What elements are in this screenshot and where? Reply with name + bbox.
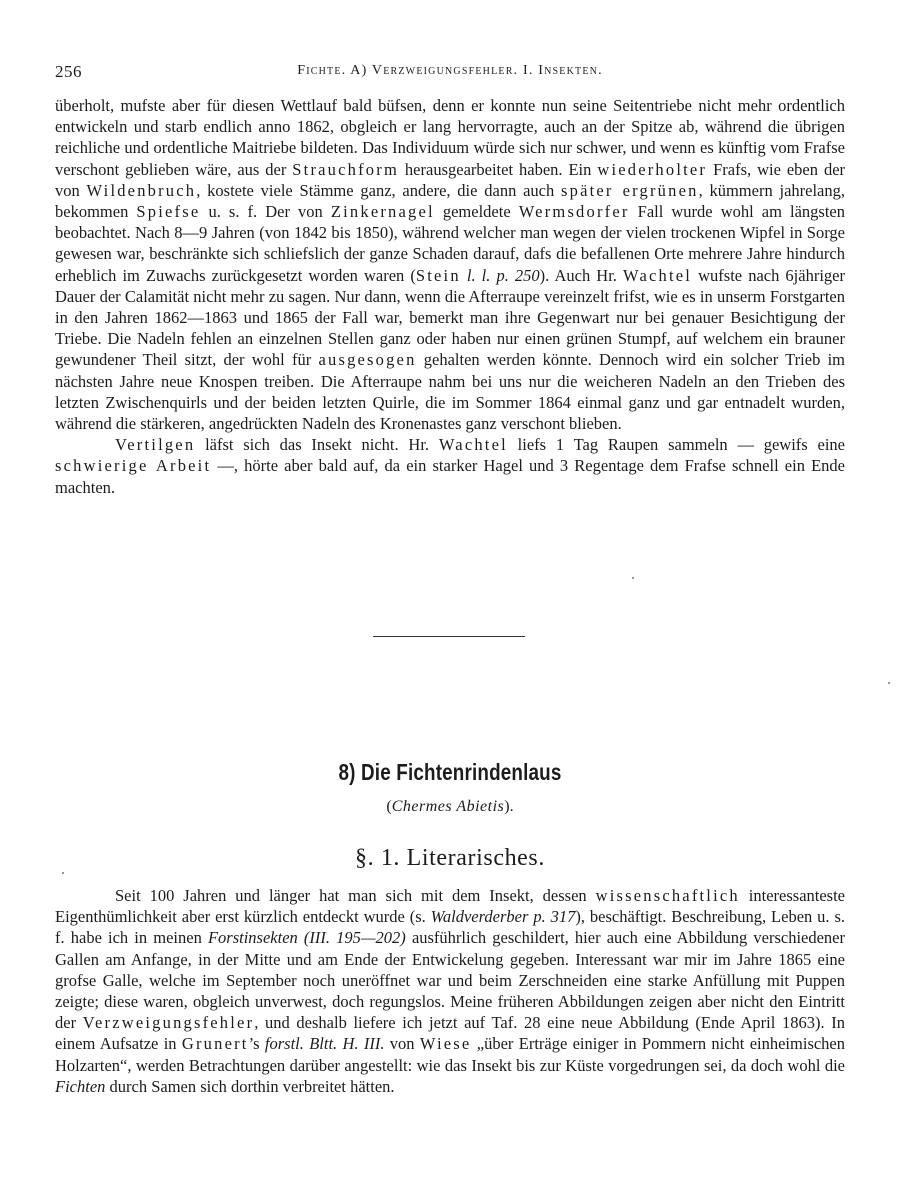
text-run: von	[384, 1034, 420, 1054]
text-run: , kümmern jahrelang, bekommen	[55, 180, 846, 222]
paper-speck	[888, 682, 890, 684]
text-run: läfst sich das Insekt nicht. Hr.	[195, 435, 439, 455]
paper-speck	[62, 872, 64, 874]
text-run: Frafs, wie eben der von	[55, 159, 846, 200]
spaced-name: Zinkernagel	[330, 202, 435, 222]
text-run: durch Samen sich dorthin verbreitet hätten.	[105, 1076, 395, 1096]
text-run: überholt, mufste aber für diesen Wettlauf bald büfsen, denn er konnte nun seine Seitentriebe nicht mehr ordentlich entwickeln und starb endlich anno 1862, obgleich er lang hervorragte, auch an der Spitze ab, während die übrigen reichliche und ordentliche Maitriebe bildeten. Das Individuum würde sich nur schwer, und wenn es künftig vom Frafse verschont geblieben wäre, aus der	[55, 96, 845, 179]
page-number: 256	[55, 62, 82, 81]
spaced-name: Wildenbruch	[86, 180, 197, 200]
running-head: Fichte. A) Verzweigungsfehler. I. Insekten.	[297, 63, 603, 78]
spaced-term: Verzweigungsfehler	[82, 1013, 255, 1033]
text-run: ). Auch Hr.	[539, 265, 623, 285]
spaced-term: wissenschaftlich	[595, 886, 740, 905]
paper-speck	[632, 577, 634, 579]
text-run: u. s. f. Der von	[200, 202, 331, 222]
emphasis: Fichten	[55, 1076, 106, 1096]
spaced-term: schwierige Arbeit	[55, 456, 212, 476]
spaced-name: Wiese	[419, 1034, 472, 1054]
citation: Waldverderber p. 317	[430, 907, 576, 927]
text-run: —, hörte aber bald auf, da ein starker Hagel und 3 Regentage dem Frafse schnell ein Ende machten.	[55, 456, 845, 497]
text-run: Fall wurde wohl am längsten beobachtet. Nach 8—9 Jahren (von 1842 bis 1850), während welcher man wegen der vielen trockenen Wipfel in Sorge gewesen war, beschränkte sich schliefslich der ganze Schaden darauf, dafs die befallenen Orte mehrere Jahre hindurch erheblich im Zuwachs zurückgesetzt worden waren (	[55, 202, 845, 285]
text-run: , kostete viele Stämme ganz, andere, die dann auch	[196, 180, 562, 200]
literature-text	[55, 885, 845, 1097]
spaced-term: ausgesogen	[318, 350, 417, 370]
continued-text	[55, 95, 845, 498]
spaced-term: Strauchform	[292, 159, 399, 179]
paragraph-vertilgen	[55, 434, 845, 498]
spaced-name: Stein	[415, 265, 461, 285]
text-run: herausgearbeitet haben. Ein	[398, 159, 598, 179]
text-run: ’s	[248, 1034, 265, 1054]
citation: forstl. Bltt. H. III.	[264, 1034, 385, 1054]
citation: Forstinsekten (III. 195—202)	[207, 928, 406, 948]
section-divider	[373, 636, 525, 637]
spaced-name: Wermsdorfer	[518, 202, 630, 222]
page-header	[55, 62, 845, 84]
spaced-term: später ergrünen	[561, 180, 699, 200]
text-run: ausführlich geschildert, hier auch eine Abbildung verschiedener Gallen am Anfange, in der Mitte und am Ende der Entwickelung gegeben. Interessant war mir im Jahre 1865 eine grofse Galle, welche im September noch uneröffnet war und beim Zerschneiden eine starke Anfüllung mit Puppen zeigte; diese waren, obgleich unverwest, doch regungslos. Meine früheren Abbildungen zeigen aber nicht den Eintritt der	[55, 928, 846, 1033]
spaced-name: Wachtel	[623, 265, 693, 285]
spaced-name: Grunert	[181, 1034, 249, 1054]
text-run: „über Erträge einiger in Pommern nicht einheimischen Holzarten“, werden Betrachtungen darüber angestellt: wie das Insekt bis zur Küste vorgedrungen sei, da doch wohl die	[55, 1034, 846, 1075]
text-run: gehalten werden könnte. Dennoch wird ein solcher Trieb im nächsten Jahre neue Knospen treiben. Die Afterraupe nahm bei uns nur die weicheren Nadeln an den Trieben des letzten Zwischenquirls und der beiden letzten Quirle, die im Sommer 1864 einmal ganz und gar entnadelt wurden, während die stärkeren, angedrückten Nadeln des Kronenastes ganz verschont blieben.	[55, 350, 845, 434]
latin-name: Chermes Abietis	[391, 798, 505, 815]
spaced-name: Wachtel	[438, 435, 508, 455]
paragraph-literarisches	[55, 885, 845, 1097]
paragraph-heading: §. 1. Literarisches.	[355, 845, 545, 871]
text-run: wufste nach 6jähriger Dauer der Calamität nicht mehr zu sagen. Nur dann, wenn die Afterraupe vereinzelt frifst, wie es in unserm Forstgarten in den Jahren 1862—1863 und 1865 der Fall war, bemerkt man ihre Gegenwart nur bei genauer Besichtigung der Triebe. Die Nadeln fehlen an einzelnen Stellen ganz oder haben nur einen grünen Stumpf, auf welchem ein brauner gewundener Theil sitzt, der wohl für	[55, 265, 845, 370]
spaced-term: wiederholter	[597, 159, 708, 179]
text-run: Seit 100 Jahren und länger hat man sich mit dem Insekt, dessen	[115, 886, 596, 905]
paragraph-continued	[55, 95, 845, 434]
text-run: , und deshalb liefere ich jetzt auf Taf. 28 eine neue Abbildung (Ende April 1863). In einem Aufsatze in	[55, 1013, 845, 1054]
section-title: 8) Die Fichtenrindenlaus	[338, 759, 562, 785]
text-run: liefs 1 Tag Raupen sammeln — gewifs eine	[507, 435, 845, 455]
spaced-term: Spiefse	[136, 202, 201, 222]
paren-close: ).	[504, 798, 514, 815]
citation: l. l. p. 250	[466, 265, 540, 285]
spaced-term: Vertilgen	[115, 435, 196, 455]
text-run: gemeldete	[434, 202, 519, 222]
section-subtitle	[0, 798, 900, 816]
text-run: ), beschäftigt. Beschreibung, Leben u. s. f. habe ich in meinen	[55, 907, 846, 948]
paren-open: (	[386, 798, 392, 815]
text-run: interessanteste Eigenthümlichkeit aber erst kürzlich entdeckt wurde (s.	[55, 886, 845, 927]
